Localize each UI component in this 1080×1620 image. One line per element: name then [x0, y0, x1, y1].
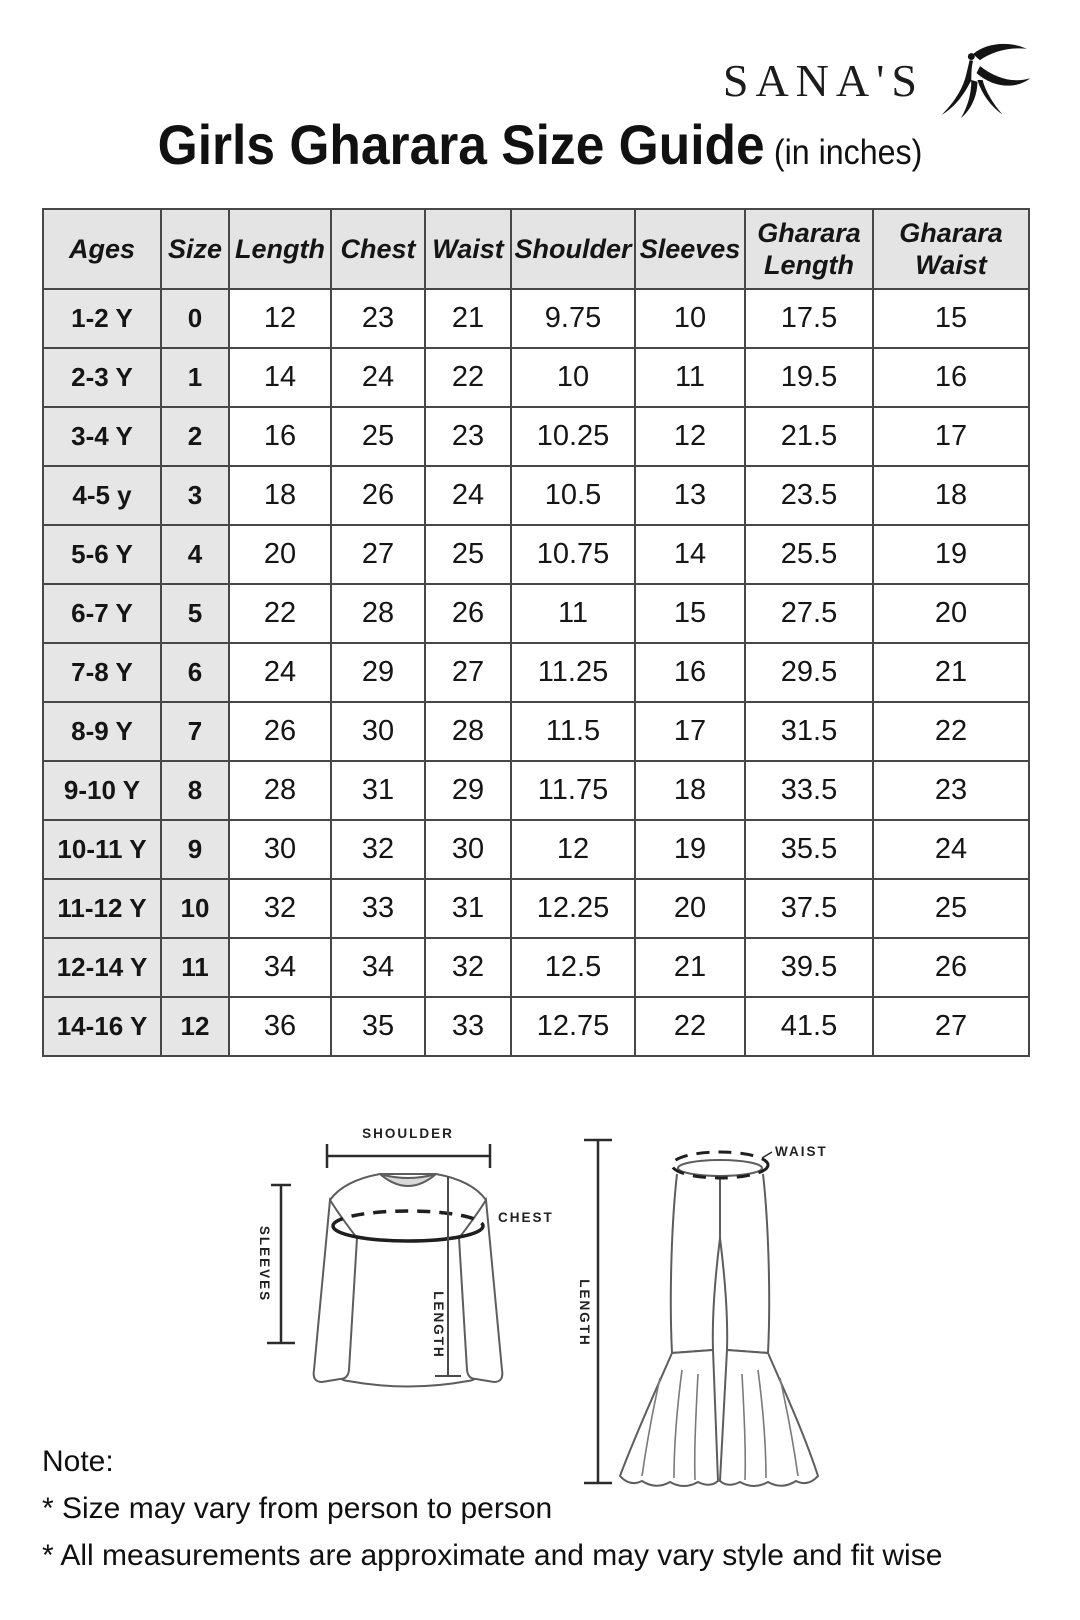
- measurement-cell: 29: [425, 761, 511, 820]
- measurement-cell: 21: [873, 643, 1029, 702]
- measurement-cell: 10.75: [511, 525, 635, 584]
- measurement-cell: 19: [635, 820, 745, 879]
- gharara-inner-seams: [713, 1178, 727, 1350]
- column-header: Gharara Length: [745, 209, 873, 289]
- measurement-cell: 11.5: [511, 702, 635, 761]
- measurement-cell: 17: [873, 407, 1029, 466]
- measurement-cell: 32: [331, 820, 425, 879]
- size-cell: 11: [161, 938, 229, 997]
- measurement-cell: 27: [425, 643, 511, 702]
- measurement-cell: 10: [635, 289, 745, 348]
- size-cell: 12: [161, 997, 229, 1056]
- measurement-cell: 12: [229, 289, 331, 348]
- measurement-cell: 24: [873, 820, 1029, 879]
- gharara-diagram-drawing: [556, 1078, 856, 1498]
- gharara-length-label: LENGTH: [577, 1279, 592, 1347]
- age-cell: 2-3 Y: [43, 348, 161, 407]
- measurement-cell: 25: [873, 879, 1029, 938]
- measurement-cell: 31.5: [745, 702, 873, 761]
- table-row: [43, 702, 1029, 761]
- table-row: [43, 466, 1029, 525]
- measurement-cell: 18: [229, 466, 331, 525]
- size-cell: 0: [161, 289, 229, 348]
- sleeves-label: SLEEVES: [257, 1225, 272, 1303]
- size-cell: 5: [161, 584, 229, 643]
- measurement-cell: 30: [229, 820, 331, 879]
- measurement-cell: 33: [425, 997, 511, 1056]
- age-cell: 7-8 Y: [43, 643, 161, 702]
- age-cell: 6-7 Y: [43, 584, 161, 643]
- measurement-cell: 26: [331, 466, 425, 525]
- measurement-cell: 16: [229, 407, 331, 466]
- measurement-cell: 34: [229, 938, 331, 997]
- column-header: Size: [161, 209, 229, 289]
- measurement-cell: 24: [425, 466, 511, 525]
- measurement-cell: 28: [425, 702, 511, 761]
- measurement-cell: 12.75: [511, 997, 635, 1056]
- measurement-cell: 25: [331, 407, 425, 466]
- measurement-cell: 25.5: [745, 525, 873, 584]
- measurement-cell: 16: [873, 348, 1029, 407]
- age-cell: 1-2 Y: [43, 289, 161, 348]
- size-cell: 7: [161, 702, 229, 761]
- measurement-cell: 27: [873, 997, 1029, 1056]
- table-row: [43, 407, 1029, 466]
- gharara-waistband: [678, 1160, 762, 1176]
- measurement-cell: 22: [873, 702, 1029, 761]
- title-main: Girls Gharara Size Guide: [157, 113, 765, 176]
- age-cell: 11-12 Y: [43, 879, 161, 938]
- size-cell: 6: [161, 643, 229, 702]
- measurement-cell: 10.5: [511, 466, 635, 525]
- measurement-cell: 28: [331, 584, 425, 643]
- measurement-cell: 26: [873, 938, 1029, 997]
- measurement-cell: 17: [635, 702, 745, 761]
- measurement-cell: 30: [425, 820, 511, 879]
- age-cell: 14-16 Y: [43, 997, 161, 1056]
- age-cell: 9-10 Y: [43, 761, 161, 820]
- measurement-cell: 33: [331, 879, 425, 938]
- shirt-diagram-drawing: [230, 1080, 560, 1430]
- column-header: Shoulder: [511, 209, 635, 289]
- measurement-cell: 19.5: [745, 348, 873, 407]
- measurement-cell: 26: [425, 584, 511, 643]
- size-cell: 9: [161, 820, 229, 879]
- column-header: Length: [229, 209, 331, 289]
- measurement-cell: 21: [425, 289, 511, 348]
- brand-header: [723, 40, 1032, 120]
- table-row: [43, 761, 1029, 820]
- measurement-cell: 35: [331, 997, 425, 1056]
- measurement-cell: 21: [635, 938, 745, 997]
- size-cell: 1: [161, 348, 229, 407]
- measurement-cell: 39.5: [745, 938, 873, 997]
- size-cell: 2: [161, 407, 229, 466]
- title-suffix: (in inches): [773, 133, 923, 172]
- size-cell: 4: [161, 525, 229, 584]
- age-cell: 12-14 Y: [43, 938, 161, 997]
- measurement-cell: 23: [873, 761, 1029, 820]
- measurement-cell: 10.25: [511, 407, 635, 466]
- measurement-cell: 11: [635, 348, 745, 407]
- note-section: [42, 1438, 942, 1579]
- gharara-right-leg-outer: [763, 1174, 769, 1353]
- table-row: [43, 525, 1029, 584]
- measurement-cell: 20: [229, 525, 331, 584]
- measurement-cell: 29.5: [745, 643, 873, 702]
- measurement-cell: 18: [635, 761, 745, 820]
- size-cell: 3: [161, 466, 229, 525]
- measurement-cell: 13: [635, 466, 745, 525]
- measurement-cell: 12.25: [511, 879, 635, 938]
- size-cell: 10: [161, 879, 229, 938]
- measurement-cell: 27.5: [745, 584, 873, 643]
- measurement-cell: 26: [229, 702, 331, 761]
- age-cell: 5-6 Y: [43, 525, 161, 584]
- header-row: [43, 209, 1029, 289]
- table-row: [43, 997, 1029, 1056]
- size-table: [42, 208, 1030, 1057]
- measurement-cell: 27: [331, 525, 425, 584]
- measurement-cell: 28: [229, 761, 331, 820]
- chest-label: CHEST: [498, 1210, 554, 1225]
- table-row: [43, 938, 1029, 997]
- age-cell: 8-9 Y: [43, 702, 161, 761]
- measurement-cell: 22: [635, 997, 745, 1056]
- table-row: [43, 879, 1029, 938]
- measurement-cell: 20: [873, 584, 1029, 643]
- gharara-measurement-diagram: [556, 1078, 856, 1498]
- shirt-length-label: LENGTH: [431, 1291, 446, 1359]
- measurement-cell: 12.5: [511, 938, 635, 997]
- measurement-cell: 34: [331, 938, 425, 997]
- measurement-cell: 9.75: [511, 289, 635, 348]
- measurement-cell: 32: [229, 879, 331, 938]
- column-header: Sleeves: [635, 209, 745, 289]
- measurement-cell: 14: [229, 348, 331, 407]
- measurement-cell: 31: [331, 761, 425, 820]
- waist-label: WAIST: [775, 1144, 828, 1159]
- woman-flowing-gown-icon: [928, 40, 1032, 120]
- measurement-cell: 31: [425, 879, 511, 938]
- measurement-cell: 20: [635, 879, 745, 938]
- measurement-cell: 35.5: [745, 820, 873, 879]
- brand-name: SANA'S: [722, 54, 924, 106]
- measurement-cell: 22: [425, 348, 511, 407]
- table-row: [43, 584, 1029, 643]
- age-cell: 4-5 y: [43, 466, 161, 525]
- measurement-cell: 33.5: [745, 761, 873, 820]
- column-header: Waist: [425, 209, 511, 289]
- measurement-cell: 37.5: [745, 879, 873, 938]
- measurement-cell: 17.5: [745, 289, 873, 348]
- measurement-cell: 41.5: [745, 997, 873, 1056]
- gharara-left-leg-outer: [671, 1174, 677, 1353]
- age-cell: 3-4 Y: [43, 407, 161, 466]
- measurement-cell: 15: [873, 289, 1029, 348]
- column-header: Chest: [331, 209, 425, 289]
- page-title: [158, 112, 923, 177]
- measurement-cell: 22: [229, 584, 331, 643]
- measurement-cell: 11: [511, 584, 635, 643]
- table-row: [43, 289, 1029, 348]
- measurement-cell: 18: [873, 466, 1029, 525]
- measurement-cell: 12: [511, 820, 635, 879]
- note-heading: Note:: [42, 1445, 114, 1478]
- measurement-cell: 24: [229, 643, 331, 702]
- measurement-cell: 23: [331, 289, 425, 348]
- column-header: Ages: [43, 209, 161, 289]
- size-cell: 8: [161, 761, 229, 820]
- shirt-measurement-diagram: [230, 1080, 560, 1430]
- measurement-cell: 36: [229, 997, 331, 1056]
- shoulder-label: SHOULDER: [362, 1126, 454, 1141]
- measurement-cell: 30: [331, 702, 425, 761]
- measurement-cell: 10: [511, 348, 635, 407]
- measurement-cell: 32: [425, 938, 511, 997]
- table-row: [43, 820, 1029, 879]
- table-body: [43, 289, 1029, 1056]
- table-row: [43, 643, 1029, 702]
- measurement-cell: 11.25: [511, 643, 635, 702]
- waist-pointer-line: [762, 1152, 772, 1158]
- note-item: * All measurements are approximate and may vary style and fit wise: [42, 1539, 943, 1572]
- table-row: [43, 348, 1029, 407]
- measurement-cell: 11.75: [511, 761, 635, 820]
- measurement-cell: 23: [425, 407, 511, 466]
- note-item: * Size may vary from person to person: [42, 1492, 553, 1525]
- measurement-cell: 29: [331, 643, 425, 702]
- measurement-cell: 19: [873, 525, 1029, 584]
- age-cell: 10-11 Y: [43, 820, 161, 879]
- measurement-cell: 16: [635, 643, 745, 702]
- measurement-cell: 15: [635, 584, 745, 643]
- measurement-cell: 21.5: [745, 407, 873, 466]
- measurement-cell: 14: [635, 525, 745, 584]
- measurement-cell: 12: [635, 407, 745, 466]
- measurement-cell: 24: [331, 348, 425, 407]
- measurement-cell: 23.5: [745, 466, 873, 525]
- column-header: Gharara Waist: [873, 209, 1029, 289]
- measurement-cell: 25: [425, 525, 511, 584]
- shoulder-measure-line: [327, 1144, 490, 1168]
